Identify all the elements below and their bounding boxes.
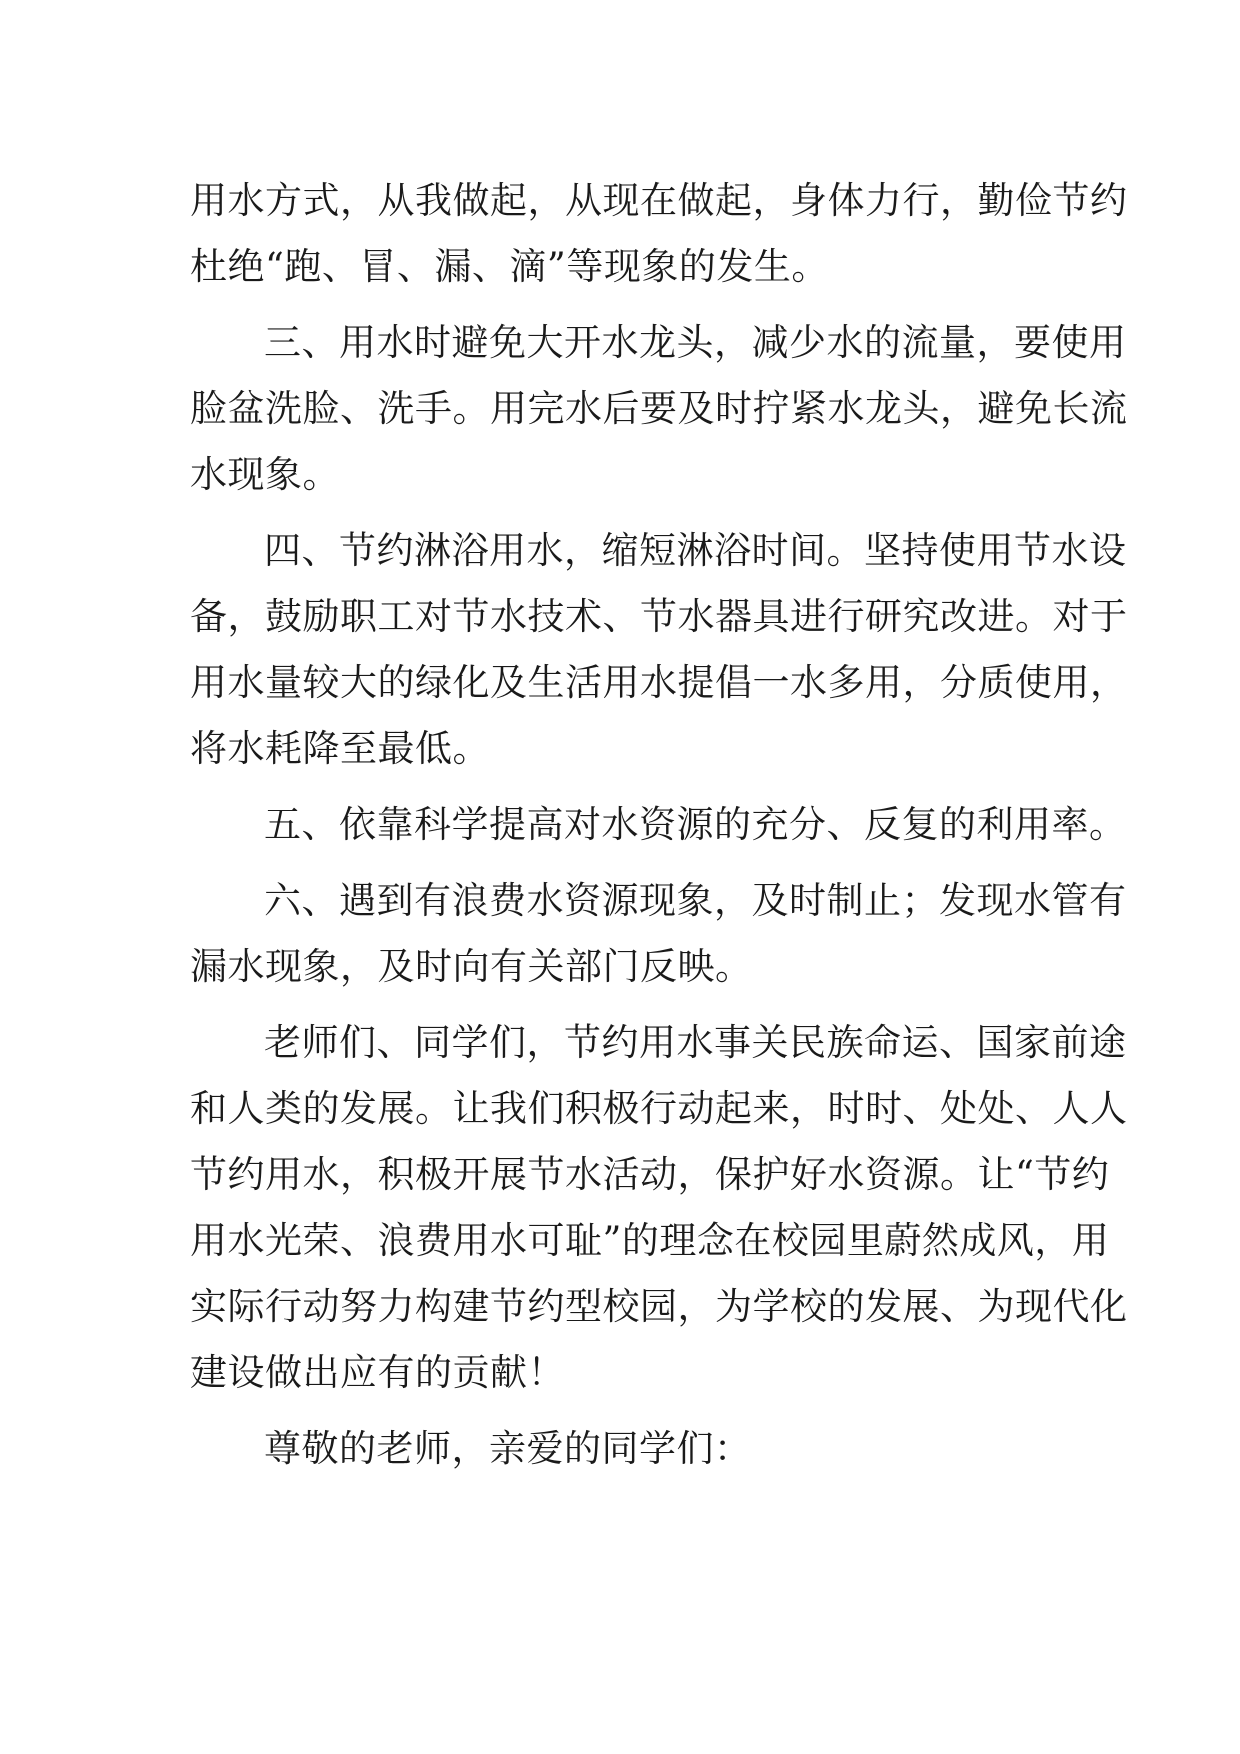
paragraph-7	[190, 1416, 1060, 1482]
text-line: 水现象。	[190, 453, 340, 496]
paragraph-4	[190, 792, 1127, 858]
text-line: 漏水现象，及时向有关部门反映。	[190, 945, 753, 988]
paragraph-2	[190, 310, 1128, 508]
text-line: 实际行动努力构建节约型校园，为学校的发展、为现代化	[190, 1285, 1128, 1328]
paragraph-1	[190, 168, 1128, 300]
text-line: 四、节约淋浴用水，缩短淋浴时间。坚持使用节水设	[264, 529, 1127, 572]
text-line: 建设做出应有的贡献！	[190, 1351, 565, 1394]
text-line: 六、遇到有浪费水资源现象，及时制止；发现水管有	[264, 879, 1127, 922]
text-line: 用水光荣、浪费用水可耻”的理念在校园里蔚然成风，用	[190, 1219, 1110, 1262]
document-body	[190, 168, 1128, 1492]
text-line: 脸盆洗脸、洗手。用完水后要及时拧紧水龙头，避免长流	[190, 387, 1128, 430]
text-line: 老师们、同学们，节约用水事关民族命运、国家前途	[264, 1021, 1127, 1064]
text-line: 用水方式，从我做起，从现在做起，身体力行，勤俭节约	[190, 179, 1128, 222]
text-line: 和人类的发展。让我们积极行动起来，时时、处处、人人	[190, 1087, 1128, 1130]
text-line: 节约用水，积极开展节水活动，保护好水资源。让“节约	[190, 1153, 1110, 1196]
text-line: 五、依靠科学提高对水资源的充分、反复的利用率。	[264, 803, 1127, 846]
text-line: 三、用水时避免大开水龙头，减少水的流量，要使用	[264, 321, 1127, 364]
text-line: 尊敬的老师，亲爱的同学们：	[264, 1427, 752, 1470]
text-line: 将水耗降至最低。	[190, 727, 490, 770]
text-line: 杜绝“跑、冒、漏、滴”等现象的发生。	[190, 245, 829, 288]
paragraph-5	[190, 868, 1127, 1000]
paragraph-6	[190, 1010, 1128, 1406]
text-line: 备，鼓励职工对节水技术、节水器具进行研究改进。对于	[190, 595, 1128, 638]
paragraph-3	[190, 518, 1128, 782]
text-line: 用水量较大的绿化及生活用水提倡一水多用，分质使用，	[190, 661, 1128, 704]
